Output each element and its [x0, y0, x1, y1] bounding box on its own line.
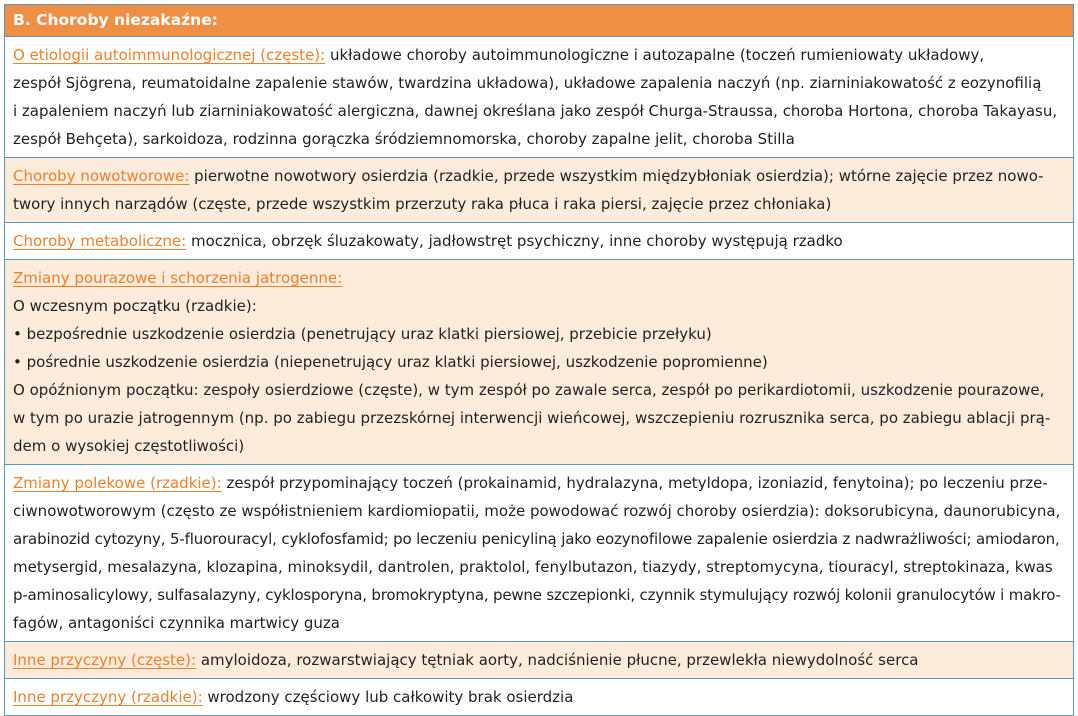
row-autoimmune [5, 37, 1073, 158]
row-text: pierwotne nowotwory osierdzia (rzadkie, przede wszystkim międzybłoniak osierdzia); wtórne zajęcie przez nowo- [189, 167, 1044, 185]
row-text: O wczesnym początku (rzadkie): [13, 297, 257, 315]
row-lead: Inne przyczyny (rzadkie): [13, 688, 203, 706]
row-traumatic-iatrogenic [5, 260, 1073, 465]
row-bullet: • bezpośrednie uszkodzenie osierdzia (penetrujący uraz klatki piersiowej, przebicie przełyku) [13, 325, 712, 343]
row-lead: Zmiany pourazowe i schorzenia jatrogenne: [13, 269, 343, 287]
table-title: B. Choroby niezakaźne: [5, 5, 1073, 37]
row-lead: Zmiany polekowe (rzadkie): [13, 474, 222, 492]
row-text: p-aminosalicylowy, sulfasalazyny, cyklosporyna, bromokryptyna, pewne szczepionki, czynnik stymulujący rozwój kolonii granulocytów i makro- [13, 586, 1061, 604]
row-text: twory innych narządów (częste, przede wszystkim przerzuty raka płuca i raka piersi, zajęcie przez chłoniaka) [13, 195, 832, 213]
row-text: i zapaleniem naczyń lub ziarniniakowatość alergiczna, dawnej określana jako zespół Churga-Straussa, choroba Hortona, choroba Takayasu, [13, 102, 1058, 120]
row-bullet: • pośrednie uszkodzenie osierdzia (niepenetrujący uraz klatki piersiowej, uszkodzenie popromienne) [13, 353, 768, 371]
row-neoplastic [5, 158, 1073, 223]
row-text: zespół Behçeta), sarkoidoza, rodzinna gorączka śródziemnomorska, choroby zapalne jelit, choroba Stilla [13, 130, 795, 148]
row-drug-induced [5, 465, 1073, 642]
row-lead: Choroby metaboliczne: [13, 232, 187, 250]
row-text: metysergid, mesalazyna, klozapina, minoksydil, dantrolen, praktolol, fenylbutazon, tiazydy, streptomycyna, tiouracyl, streptokinaza, kwas [13, 558, 1053, 576]
row-other-common [5, 642, 1073, 679]
row-text: zespół przypominający toczeń (prokainamid, hydralazyna, metyldopa, izoniazid, fenytoina); po leczeniu prze- [221, 474, 1048, 492]
row-other-rare [5, 679, 1073, 715]
row-text: arabinozid cytozyny, 5-fluorouracyl, cyklofosfamid; po leczeniu penicyliną jako eozynofilowe zapalenie osierdzia z nadwrażliwości; amiodaron, [13, 530, 1060, 548]
row-text: w tym po urazie jatrogennym (np. po zabiegu przezskórnej interwencji wieńcowej, wszczepieniu rozrusznika serca, po zabiegu ablacji prą- [13, 409, 1051, 427]
row-text: fagów, antagoniści czynnika martwicy guza [13, 614, 340, 632]
causes-table [4, 4, 1074, 716]
row-lead: Choroby nowotworowe: [13, 167, 190, 185]
row-text: ciwnowotworowym (często ze współistnieniem kardiomiopatii, może powodować rozwój choroby osierdzia): doksorubicyna, daunorubicyna, [13, 502, 1061, 520]
row-metabolic [5, 223, 1073, 260]
row-text: amyloidoza, rozwarstwiający tętniak aorty, nadciśnienie płucne, przewlekła niewydolność serca [196, 651, 919, 669]
row-text: zespół Sjögrena, reumatoidalne zapalenie stawów, twardzina układowa), układowe zapalenia naczyń (np. ziarniniakowatość z eozynofilią [13, 74, 1042, 92]
row-text: O opóźnionym początku: zespoły osierdziowe (częste), w tym zespół po zawale serca, zespół po perikardiotomii, uszkodzenie pourazowe, [13, 381, 1045, 399]
row-lead: Inne przyczyny (częste): [13, 651, 197, 669]
row-text: mocznica, obrzęk śluzakowaty, jadłowstręt psychiczny, inne choroby występują rzadko [186, 232, 843, 250]
row-lead: O etiologii autoimmunologicznej (częste): [13, 46, 326, 64]
row-text: dem o wysokiej częstotliwości) [13, 437, 245, 455]
row-text: wrodzony częściowy lub całkowity brak osierdzia [202, 688, 574, 706]
row-text: układowe choroby autoimmunologiczne i autozapalne (toczeń rumieniowaty układowy, [325, 46, 985, 64]
